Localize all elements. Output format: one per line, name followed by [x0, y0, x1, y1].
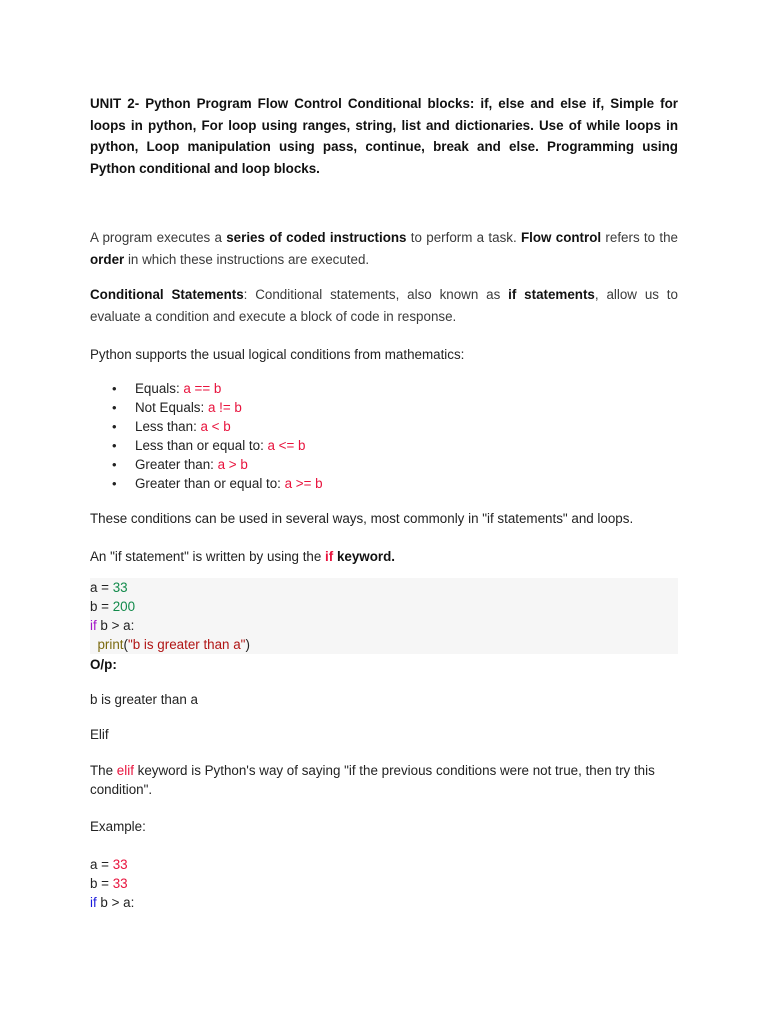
code-block-if — [90, 578, 678, 654]
bullet-icon: • — [112, 399, 117, 415]
code-line — [90, 874, 678, 893]
intro-text-1: A program executes a — [90, 230, 227, 245]
operator-expr: a != b — [207, 399, 242, 415]
code-line — [90, 616, 678, 635]
code-condition: b > a: — [96, 617, 135, 633]
bullet-icon: • — [112, 418, 117, 434]
list-item — [90, 474, 678, 493]
conditional-text-2: , allow us to evaluate a condition and execute a block of code in response. — [90, 287, 678, 324]
list-item — [90, 398, 678, 417]
bullet-icon: • — [112, 380, 117, 396]
intro-paragraph — [90, 227, 678, 270]
operator-label: Equals: — [135, 380, 184, 396]
intro-text-3: refers to the — [601, 230, 678, 245]
intro-bold-1: series of coded instructions — [226, 230, 407, 245]
operator-label: Greater than: — [135, 456, 218, 472]
code-paren-open: ( — [123, 636, 128, 652]
elif-keyword: elif — [116, 763, 134, 778]
code-block-elif — [90, 855, 678, 912]
elif-text-1: The — [90, 763, 117, 778]
code-line — [90, 597, 678, 616]
output-text: b is greater than a — [90, 692, 198, 707]
conditional-text-1: : Conditional statements, also known as — [243, 287, 509, 302]
operator-expr: a == b — [183, 380, 222, 396]
conditional-bold-2: if statements — [508, 287, 595, 302]
code-keyword: if — [90, 617, 97, 633]
code-line — [90, 855, 678, 874]
code-var: a = — [90, 856, 113, 872]
operator-label: Less than or equal to: — [135, 437, 268, 453]
if-keyword: if — [325, 549, 334, 564]
list-item — [90, 455, 678, 474]
code-var: b = — [90, 875, 113, 891]
code-line — [90, 893, 678, 912]
bullet-icon: • — [112, 475, 117, 491]
code-var: b = — [90, 598, 113, 614]
code-number: 33 — [112, 875, 128, 891]
operator-expr: a < b — [200, 418, 231, 434]
code-number: 200 — [112, 598, 136, 614]
intro-bold-2: Flow control — [520, 230, 602, 245]
code-number: 33 — [112, 856, 128, 872]
if-statement-text-2: keyword. — [333, 549, 395, 564]
bullet-icon: • — [112, 456, 117, 472]
code-number: 33 — [112, 579, 128, 595]
operator-label: Greater than or equal to: — [135, 475, 285, 491]
uses-paragraph: These conditions can be used in several ways, most commonly in "if statements" and loops. — [90, 510, 634, 526]
code-function: print — [97, 636, 124, 652]
bullet-icon: • — [112, 437, 117, 453]
intro-text-2: to perform a task. — [406, 230, 521, 245]
code-paren-close: ) — [245, 636, 250, 652]
code-var: a = — [90, 579, 113, 595]
code-string: "b is greater than a" — [127, 636, 246, 652]
list-item — [90, 436, 678, 455]
operator-label: Not Equals: — [135, 399, 208, 415]
intro-bold-3: order — [90, 251, 125, 267]
output-label: O/p: — [90, 656, 117, 672]
operator-expr: a <= b — [267, 437, 306, 453]
operator-expr: a > b — [217, 456, 248, 472]
elif-title: Elif — [90, 726, 109, 742]
code-keyword: if — [90, 894, 97, 910]
conditional-bold-1: Conditional Statements — [90, 287, 244, 302]
code-condition: b > a: — [96, 894, 135, 910]
code-line — [90, 635, 678, 654]
if-statement-text-1: An "if statement" is written by using the — [90, 549, 326, 564]
document-page — [90, 93, 678, 912]
if-statement-paragraph — [90, 546, 678, 568]
elif-text-2: keyword is Python's way of saying "if the previous conditions were not true, then try this condition". — [90, 763, 655, 797]
list-item — [90, 379, 678, 398]
operator-expr: a >= b — [284, 475, 323, 491]
unit-heading: UNIT 2- Python Program Flow Control Conditional blocks: if, else and else if, Simple for loops in python, For loop using ranges, string, list and dictionaries. Use of while loops in python, Loop manipulation using pass, continue, break and else. Programming using Python conditional and loop blocks. — [90, 96, 678, 176]
conditional-paragraph — [90, 284, 678, 327]
operator-label: Less than: — [135, 418, 201, 434]
example-label: Example: — [90, 819, 146, 834]
supports-paragraph: Python supports the usual logical conditions from mathematics: — [90, 347, 465, 362]
intro-text-4: in which these instructions are executed. — [124, 251, 370, 267]
list-item — [90, 417, 678, 436]
elif-description — [90, 761, 678, 799]
code-line — [90, 578, 678, 597]
operator-list — [90, 379, 678, 493]
